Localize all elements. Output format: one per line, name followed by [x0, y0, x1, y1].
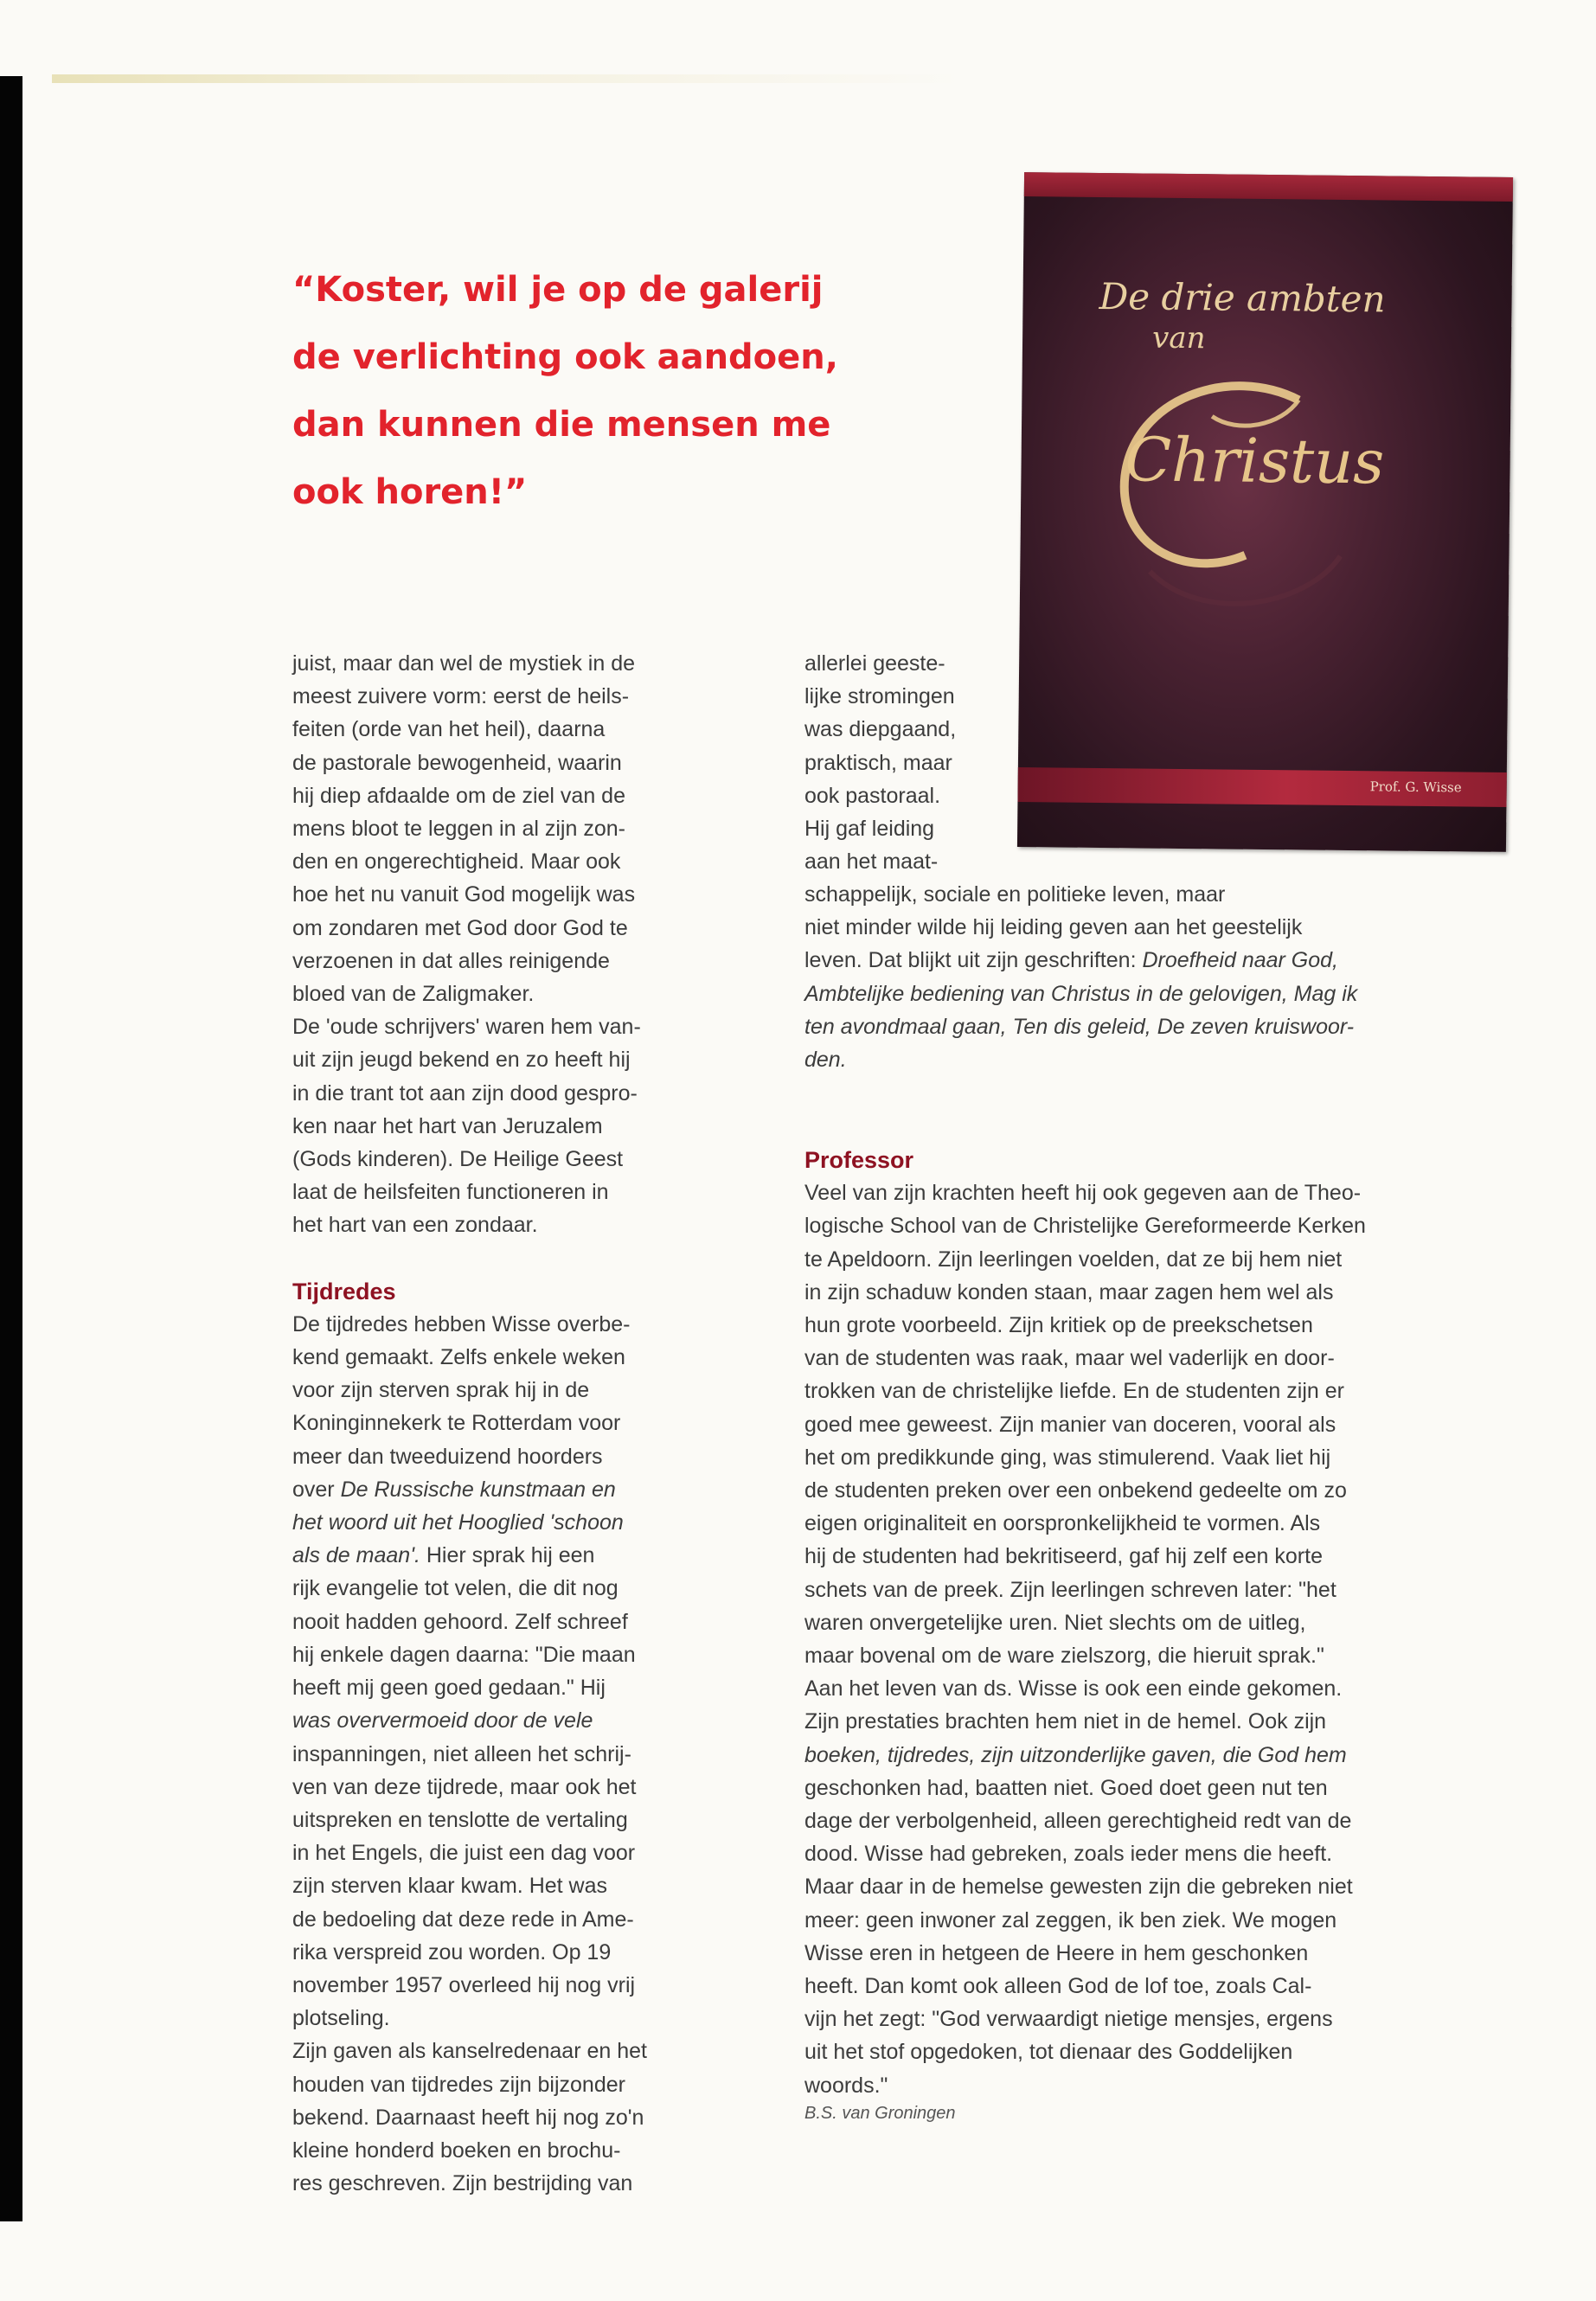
text-line: laat de heilsfeiten functioneren in	[292, 1180, 609, 1205]
book-cover-title-line2: van	[1151, 320, 1206, 356]
text-line: hij enkele dagen daarna: "Die maan	[292, 1642, 636, 1667]
text-line: ven van deze tijdrede, maar ook het	[292, 1774, 637, 1799]
author-byline: B.S. van Groningen	[804, 2104, 956, 2123]
text-line: den en ongerechtigheid. Maar ook	[292, 849, 621, 875]
book-cover-author-band	[1017, 767, 1506, 807]
text-line: zijn sterven klaar kwam. Het was	[292, 1874, 608, 1899]
paragraph	[292, 647, 760, 1010]
text-line: bekend. Daarnaast heeft hij nog zo'n	[292, 2105, 644, 2130]
text-line: De tijdredes hebben Wisse overbe-	[292, 1311, 631, 1336]
text-line: Veel van zijn krachten heeft hij ook gegeven aan de Theo-	[804, 1181, 1362, 1206]
text-line: heeft mij geen goed gedaan." Hij	[292, 1676, 606, 1701]
text-line: meest zuivere vorm: eerst de heils-	[292, 684, 630, 709]
paragraph	[292, 2035, 760, 2200]
text-line: hij de studenten had bekritiseerd, gaf hij zelf een korte	[804, 1544, 1323, 1569]
book-title-emphasis: Ambtelijke bediening van Christus in de gelovigen, Mag ik	[804, 981, 1358, 1006]
text-line: lijke stromingen	[804, 684, 955, 709]
text-line: hij diep afdaalde om de ziel van de	[292, 783, 625, 808]
text-line: ook pastoraal.	[804, 783, 941, 808]
paragraph-gap	[292, 1242, 760, 1275]
text-line: goed mee geweest. Zijn manier van doceren, vooral als	[804, 1412, 1336, 1437]
book-cover-author: Prof. G. Wisse	[1369, 779, 1462, 796]
text-line: te Apeldoorn. Zijn leerlingen voelden, dat ze bij hem niet	[804, 1247, 1343, 1272]
text-line: praktisch, maar	[804, 750, 952, 775]
text-line: (Gods kinderen). De Heilige Geest	[292, 1147, 624, 1172]
heading-professor: Professor	[804, 1147, 914, 1173]
text-line: meer: geen inwoner zal zeggen, ik ben ziek. We mogen	[804, 1907, 1337, 1932]
emphasis-line: was oververmoeid door de vele	[292, 1708, 593, 1734]
text-line: rijk evangelie tot velen, die dit nog	[292, 1576, 619, 1601]
text-line: van de studenten was raak, maar wel vaderlijk en door-	[804, 1346, 1335, 1371]
paragraph	[804, 878, 1522, 1076]
text-line: de bedoeling dat deze rede in Ame-	[292, 1907, 634, 1932]
text-line: was diepgaand,	[804, 717, 957, 742]
pull-quote-line: de verlichting ook aandoen,	[292, 337, 838, 377]
text-line: aan het maat-	[804, 849, 939, 875]
text-line: uitspreken en tenslotte de vertaling	[292, 1807, 628, 1832]
text-line: leven. Dat blijkt uit zijn geschriften:	[804, 948, 1143, 973]
text-line: de pastorale bewogenheid, waarin	[292, 750, 622, 775]
book-title-emphasis: ten avondmaal gaan, Ten dis geleid, De zeven kruiswoor-	[804, 1014, 1355, 1039]
book-title-emphasis: den.	[804, 1048, 847, 1073]
text-line: waren onvergetelijke uren. Niet slechts om de uitleg,	[804, 1610, 1306, 1635]
book-title-emphasis: De Russische kunstmaan en	[340, 1477, 616, 1502]
text-line: eigen originaliteit en oorspronkelijkheid te vormen. Als	[804, 1511, 1321, 1536]
text-line: inspanningen, niet alleen het schrij-	[292, 1741, 631, 1766]
text-line: de studenten preken over een onbekend gedeelte om zo	[804, 1478, 1347, 1503]
pull-quote-line: dan kunnen die mensen me	[292, 405, 831, 445]
text-line: kend gemaakt. Zelfs enkele weken	[292, 1345, 625, 1370]
paragraph	[292, 1010, 760, 1241]
text-line: Koninginnekerk te Rotterdam voor	[292, 1411, 621, 1436]
text-line: logische School van de Christelijke Gereformeerde Kerken	[804, 1214, 1366, 1239]
text-line: dage der verbolgenheid, alleen gerechtigheid redt van de	[804, 1809, 1352, 1834]
text-line: ken naar het hart van Jeruzalem	[292, 1113, 603, 1138]
text-line: plotseling.	[292, 2006, 390, 2031]
text-line: dood. Wisse had gebreken, zoals ieder mens die heeft.	[804, 1842, 1333, 1867]
text-line: in die trant tot aan zijn dood gespro-	[292, 1080, 638, 1106]
text-line: voor zijn sterven sprak hij in de	[292, 1378, 590, 1403]
book-cover-image	[1017, 172, 1513, 852]
scan-edge-bar	[0, 76, 22, 2221]
pull-quote	[292, 256, 915, 526]
text-line: het om predikkunde ging, was stimulerend. Vaak liet hij	[804, 1445, 1331, 1470]
text-line: vijn het zegt: "God verwaardigt nietige mensjes, ergens	[804, 2007, 1333, 2032]
text-line: De 'oude schrijvers' waren hem van-	[292, 1015, 641, 1040]
text-line: Zijn gaven als kanselredenaar en het	[292, 2039, 647, 2064]
text-line: Zijn prestaties brachten hem niet in de hemel. Ook zijn	[804, 1709, 1327, 1734]
text-line: schappelijk, sociale en politieke leven, maar	[804, 882, 1226, 907]
scan-top-shade	[52, 74, 1574, 83]
text-line: verzoenen in dat alles reinigende	[292, 948, 610, 973]
text-line: het hart van een zondaar.	[292, 1213, 538, 1238]
text-line: schets van de preek. Zijn leerlingen schreven later: "het	[804, 1577, 1336, 1602]
book-title-emphasis: als de maan'.	[292, 1543, 420, 1568]
text-line: uit het stof opgedoken, tot dienaar des Goddelijken	[804, 2040, 1293, 2065]
right-column-upper	[804, 878, 1522, 1076]
text-line: hun grote voorbeeld. Zijn kritiek op de preekschetsen	[804, 1313, 1313, 1338]
paragraph	[804, 647, 1012, 878]
text-line: november 1957 overleed hij nog vrij	[292, 1972, 636, 1997]
right-column-narrow	[804, 647, 1012, 878]
text-line: woords."	[804, 2073, 888, 2098]
text-line: juist, maar dan wel de mystiek in de	[292, 651, 636, 676]
text-line: geschonken had, baatten niet. Goed doet geen nut ten	[804, 1775, 1328, 1800]
book-title-emphasis: het woord uit het Hooglied 'schoon	[292, 1510, 624, 1535]
text-line: hoe het nu vanuit God mogelijk was	[292, 882, 636, 907]
text-line: Hij gaf leiding	[804, 817, 935, 842]
emphasis-line: boeken, tijdredes, zijn uitzonderlijke gaven, die God hem	[804, 1742, 1347, 1767]
text-line: niet minder wilde hij leiding geven aan het geestelijk	[804, 915, 1303, 940]
text-line: trokken van de christelijke liefde. En de studenten zijn er	[804, 1379, 1344, 1404]
text-line: Aan het leven van ds. Wisse is ook een einde gekomen.	[804, 1676, 1343, 1702]
text-line: meer dan tweeduizend hoorders	[292, 1444, 603, 1469]
book-cover-title-line1: De drie ambten	[1099, 274, 1386, 321]
left-column	[292, 647, 760, 2200]
book-cover-title-big: Christus	[1125, 424, 1385, 498]
text-line: res geschreven. Zijn bestrijding van	[292, 2171, 633, 2196]
text-line: om zondaren met God door God te	[292, 915, 628, 940]
text-line: rika verspreid zou worden. Op 19	[292, 1939, 612, 1965]
text-line: allerlei geeste-	[804, 651, 945, 676]
text-line: maar bovenal om de ware zielszorg, die hieruit sprak."	[804, 1644, 1324, 1669]
text-line: feiten (orde van het heil), daarna	[292, 717, 606, 742]
pull-quote-line: “Koster, wil je op de galerij	[292, 270, 824, 310]
text-line: uit zijn jeugd bekend en zo heeft hij	[292, 1048, 631, 1073]
text-line: kleine honderd boeken en brochu-	[292, 2138, 621, 2163]
text-line: heeft. Dan komt ook alleen God de lof toe, zoals Cal-	[804, 1974, 1312, 1999]
book-title-emphasis: Droefheid naar God,	[1142, 948, 1338, 973]
text-line: in het Engels, die juist een dag voor	[292, 1841, 636, 1866]
text-line: over	[292, 1477, 335, 1502]
text-line: Maar daar in de hemelse gewesten zijn die gebreken niet	[804, 1875, 1353, 1900]
text-line: nooit hadden gehoord. Zelf schreef	[292, 1609, 628, 1634]
right-column-lower	[804, 1144, 1522, 2102]
pull-quote-line: ook horen!”	[292, 472, 528, 512]
text-line: bloed van de Zaligmaker.	[292, 982, 535, 1007]
paragraph	[804, 1176, 1522, 2102]
text-line: Wisse eren in hetgeen de Heere in hem geschonken	[804, 1940, 1309, 1965]
text-line: mens bloot te leggen in al zijn zon-	[292, 817, 625, 842]
paragraph	[292, 1308, 760, 2035]
book-cover-top-band	[1024, 172, 1513, 202]
heading-tijdredes: Tijdredes	[292, 1278, 396, 1304]
text-line: houden van tijdredes zijn bijzonder	[292, 2072, 625, 2097]
text-line: Hier sprak hij een	[420, 1543, 595, 1568]
text-line: in zijn schaduw konden staan, maar zagen hem wel als	[804, 1279, 1334, 1304]
